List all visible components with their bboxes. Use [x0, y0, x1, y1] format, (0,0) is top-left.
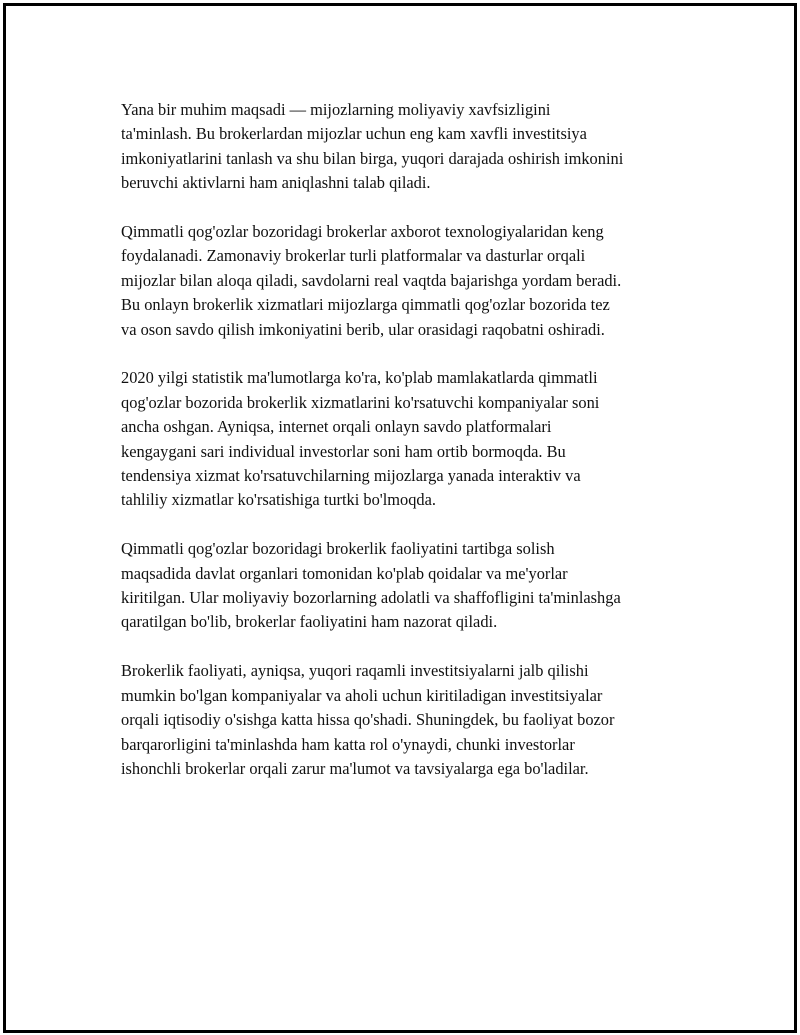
paragraph-1: Yana bir muhim maqsadi — mijozlarning moliyaviy xavfsizligini ta'minlash. Bu brokerlardan mijozlar uchun eng kam xavfli investitsiya imkoniyatlarini tanlash va shu bilan birga, yuqori darajada oshirish imkonini beruvchi aktivlarni ham aniqlashni talab qiladi. [121, 100, 624, 193]
paragraph-5: Brokerlik faoliyati, ayniqsa, yuqori raqamli investitsiyalarni jalb qilishi mumkin bo'lgan kompaniyalar va aholi uchun kiritiladigan investitsiyalar orqali iqtisodiy o'sishga katta hissa qo'shadi. Shuningdek, bu faoliyat bozor barqarorligini ta'minlashda ham katta rol o'ynaydi, chunki investorlar ishonchli brokerlar orqali zarur ma'lumot va tavsiyalarga ega bo'ladilar. [121, 661, 615, 778]
paragraph-3: 2020 yilgi statistik ma'lumotlarga ko'ra, ko'plab mamlakatlarda qimmatli qog'ozlar bozorida brokerlik xizmatlarini ko'rsatuvchi kompaniyalar soni ancha oshgan. Ayniqsa, internet orqali onlayn savdo platformalari kengaygani sari individual investorlar soni ham ortib bormoqda. Bu tendensiya xizmat ko'rsatuvchilarning mijozlarga yanada interaktiv va tahliliy xizmatlar ko'rsatishiga turtki bo'lmoqda. [121, 368, 600, 510]
paragraph-4: Qimmatli qog'ozlar bozoridagi brokerlik faoliyatini tartibga solish maqsadida davlat organlari tomonidan ko'plab qoidalar va me'yorlar kiritilgan. Ular moliyaviy bozorlarning adolatli va shaffofligini ta'minlashga qaratilgan bo'lib, brokerlar faoliyatini ham nazorat qiladi. [121, 539, 621, 632]
page-frame [3, 3, 797, 1033]
page-body [121, 98, 701, 806]
paragraph-2: Qimmatli qog'ozlar bozoridagi brokerlar axborot texnologiyalaridan keng foydalanadi. Zamonaviy brokerlar turli platformalar va dasturlar orqali mijozlar bilan aloqa qiladi, savdolarni real vaqtda bajarishga yordam beradi. Bu onlayn brokerlik xizmatlari mijozlarga qimmatli qog'ozlar bozorida tez va oson savdo qilish imkoniyatini berib, ular orasidagi raqobatni oshiradi. [121, 222, 622, 339]
